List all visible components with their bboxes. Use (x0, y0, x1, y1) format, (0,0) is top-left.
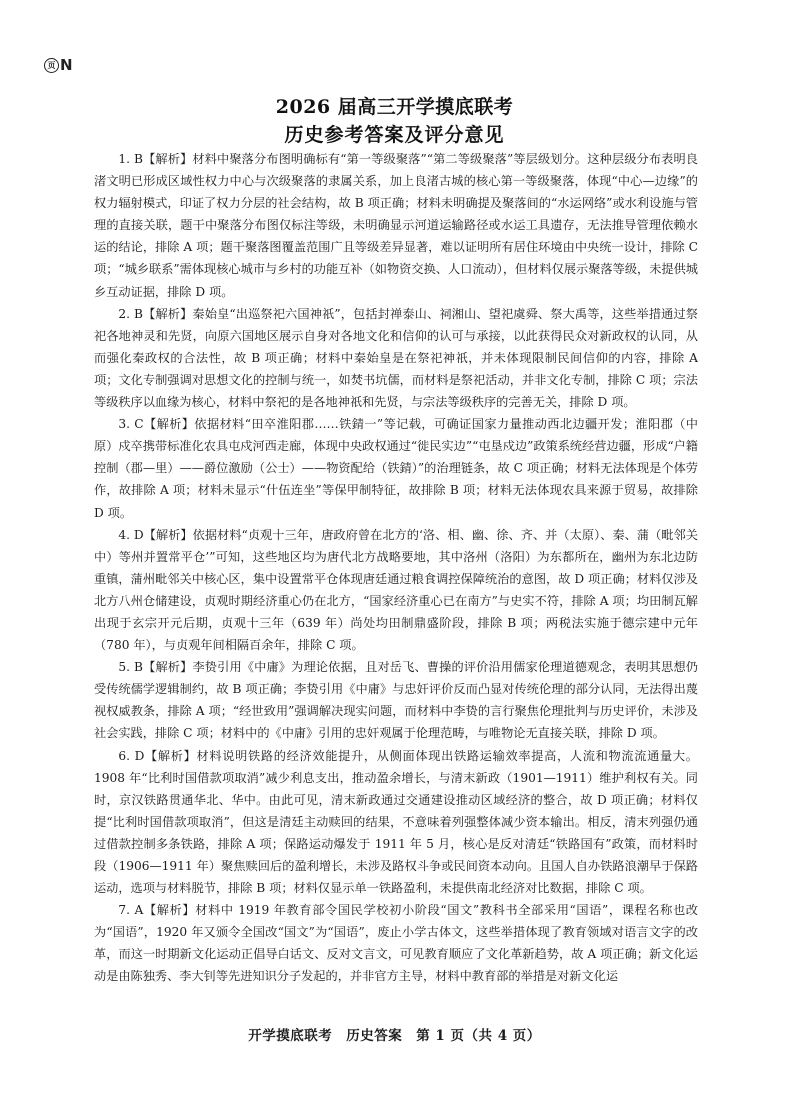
answer-item-5: 5. B【解析】李贽引用《中庸》为理论依据，且对岳飞、曹操的评价沿用儒家伦理道德观念，表明其思想仍受传统儒学逻辑制约，故 B 项正确；李贽引用《中庸》与忠奸评价反而凸显对传统伦理的部分认同，无法得出蔑视权威教条，排除 A 项；“经世致用”强调解决现实问题，而材料中李贽的言行聚焦伦理批判与历史评价，未涉及社会实践，排除 C 项；材料中的《中庸》引用的忠奸观属于伦理范畴，与唯物论无直接关联，排除 D 项。 (94, 660, 698, 741)
answer-item-7: 7. A【解析】材料中 1919 年教育部令国民学校初小阶段“国文”教科书全部采用“国语”，课程名称也改为“国语”，1920 年又颁令全国改“国文”为“国语”，废止小学古体文，这些举措体现了教育领域对语言文字的改革，而这一时期新文化运动正倡导白话文、反对文言文，可见教育顺应了文化革新趋势，故 A 项正确；新文化运动是由陈独秀、李大钊等先进知识分子发起的，并非官方主导，材料中教育部的举措是对新文化运 (94, 903, 698, 984)
page-footer: 开学摸底联考 历史答案 第 1 页（共 4 页） (248, 1028, 541, 1044)
answer-list (94, 148, 698, 988)
publisher-logo (44, 56, 73, 74)
document-subtitle: 历史参考答案及评分意见 (284, 124, 505, 146)
answer-item-4: 4. D【解析】依据材料“贞观十三年，唐政府曾在北方的‘洛、相、幽、徐、齐、并（太原）、秦、蒲（毗邻关中）等州并置常平仓’”可知，这些地区均为唐代北方战略要地，其中洛州（洛阳）为东都所在，幽州为东北边防重镇，蒲州毗邻关中核心区，集中设置常平仓体现唐廷通过粮食调控保障统治的意图，故 D 项正确；材料仅涉及北方八州仓储建设，贞观时期经济重心仍在北方，“国家经济重心已在南方”与史实不符，排除 A 项；均田制瓦解出现于玄宗开元后期，贞观十三年（639 年）尚处均田制鼎盛阶段，排除 B 项；两税法实施于德宗建中元年（780 年），与贞观年间相隔百余年，排除 C 项。 (94, 527, 698, 653)
answer-item-6: 6. D【解析】材料说明铁路的经济效能提升，从侧面体现出铁路运输效率提高，人流和物流流通量大。1908 年“比利时国借款项取消”减少利息支出，推动盈余增长，与清末新政（1901—1911）维护利权有关。同时，京汉铁路贯通华北、华中。由此可见，清末新政通过交通建设推动区域经济的整合，故 D 项正确；材料仅提“比利时国借款项取消”，但这是清廷主动赎回的结果，不意味着列强整体减少资本输出。相反，清末列强仍通过借款控制多条铁路，排除 A 项；保路运动爆发于 1911 年 5 月，核心是反对清廷“铁路国有”政策，而材料时段（1906—1911 年）聚焦赎回后的盈利增长，未涉及路权斗争或民间资本动向。且国人自办铁路浪潮早于保路运动，选项与材料脱节，排除 B 项；材料仅显示单一铁路盈利，未提供南北经济对比数据，排除 C 项。 (94, 748, 698, 896)
answer-item-1: 1. B【解析】材料中聚落分布图明确标有“第一等级聚落”“第二等级聚落”等层级划分。这种层级分布表明良渚文明已形成区域性权力中心与次级聚落的隶属关系，加上良渚古城的核心第一等级聚落，体现“中心—边缘”的权力辐射模式，印证了权力分层的社会结构，故 B 项正确；材料未明确提及聚落间的“水运网络”或水利设施与管理的直接关联，题干中聚落分布图仅标注等级，未明确显示河道运输路径或水运工具遗存，无法推导管理依赖水运的结论，排除 A 项；题干聚落图覆盖范围广且等级差异显著，难以证明所有居住环境由中央统一设计，排除 C 项；“城乡联系”需体现核心城市与乡村的功能互补（如物资交换、人口流动），但材料仅展示聚落等级，未提供城乡互动证据，排除 D 项。 (94, 152, 698, 299)
answer-item-2: 2. B【解析】秦始皇“出巡祭祀六国神祇”，包括封禅泰山、祠湘山、望祀虞舜、祭大禹等，这些举措通过祭祀各地神灵和先贤，向原六国地区展示自身对各地文化和信仰的认可与承接，以此获得民众对新政权的认同，从而强化秦政权的合法性，故 B 项正确；材料中秦始皇是在祭祀神祇，并未体现限制民间信仰的内容，排除 A 项；文化专制强调对思想文化的控制与统一，如焚书坑儒，而材料是祭祀活动，并非文化专制，排除 C 项；宗法等级秩序以血缘为核心，材料中祭祀的是各地神祇和先贤，与宗法等级秩序的完善无关，排除 D 项。 (94, 306, 698, 410)
publisher-logo-mark: 页 (44, 58, 59, 73)
answer-item-3: 3. C【解析】依据材料“田卒淮阳郡……铁錆一”等记载，可确证国家力量推动西北边疆开发；淮阳郡（中原）戍卒携带标准化农具屯戍河西走廊，体现中央政权通过“徙民实边”“屯垦戍边”政策系统经营边疆，形成“户籍控制（郡—里）——爵位激励（公士）——物资配给（铁錆）”的治理链条，故 C 项正确；材料无法体现是个体劳作，故排除 A 项；材料未显示“什伍连坐”等保甲制特征，故排除 B 项；材料无法体现农具来源于贸易，故排除 D 项。 (94, 417, 698, 520)
publisher-logo-text: N (60, 56, 73, 74)
exam-title: 2026 届高三开学摸底联考 (275, 96, 514, 118)
